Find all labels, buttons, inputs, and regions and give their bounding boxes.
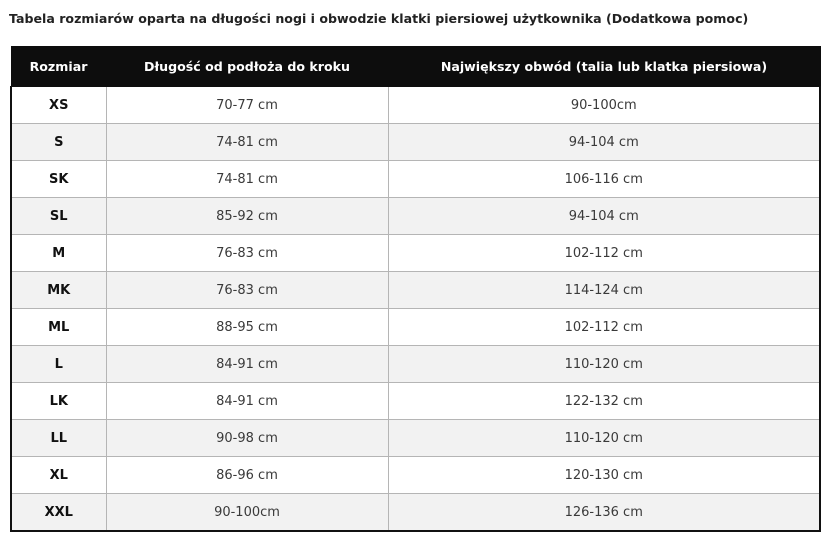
cell-size: SL <box>11 198 106 235</box>
cell-inseam: 85-92 cm <box>106 198 388 235</box>
cell-girth: 102-112 cm <box>388 309 820 346</box>
cell-inseam: 74-81 cm <box>106 161 388 198</box>
cell-girth: 110-120 cm <box>388 346 820 383</box>
table-row <box>11 161 820 198</box>
table-row <box>11 420 820 457</box>
cell-girth: 102-112 cm <box>388 235 820 272</box>
cell-inseam: 88-95 cm <box>106 309 388 346</box>
cell-inseam: 70-77 cm <box>106 87 388 124</box>
page-title: Tabela rozmiarów oparta na długości nogi i obwodzie klatki piersiowej użytkownika (Dodatkowa pomoc) <box>9 11 749 26</box>
cell-size: L <box>11 346 106 383</box>
table-row <box>11 87 820 124</box>
cell-size: LL <box>11 420 106 457</box>
cell-size: XXL <box>11 494 106 532</box>
cell-inseam: 76-83 cm <box>106 272 388 309</box>
table-row <box>11 235 820 272</box>
cell-girth: 120-130 cm <box>388 457 820 494</box>
cell-size: XL <box>11 457 106 494</box>
cell-girth: 90-100cm <box>388 87 820 124</box>
table-header-row <box>11 47 820 87</box>
cell-girth: 114-124 cm <box>388 272 820 309</box>
table-row <box>11 346 820 383</box>
cell-girth: 126-136 cm <box>388 494 820 532</box>
cell-size: ML <box>11 309 106 346</box>
table-row <box>11 272 820 309</box>
cell-size: S <box>11 124 106 161</box>
table-row <box>11 124 820 161</box>
cell-girth: 106-116 cm <box>388 161 820 198</box>
size-chart-table <box>10 46 821 532</box>
cell-size: M <box>11 235 106 272</box>
cell-girth: 94-104 cm <box>388 198 820 235</box>
cell-girth: 94-104 cm <box>388 124 820 161</box>
cell-inseam: 76-83 cm <box>106 235 388 272</box>
cell-inseam: 74-81 cm <box>106 124 388 161</box>
cell-size: MK <box>11 272 106 309</box>
table-row <box>11 198 820 235</box>
cell-inseam: 90-100cm <box>106 494 388 532</box>
column-header-size: Rozmiar <box>11 47 106 87</box>
cell-inseam: 86-96 cm <box>106 457 388 494</box>
cell-inseam: 90-98 cm <box>106 420 388 457</box>
cell-inseam: 84-91 cm <box>106 383 388 420</box>
column-header-inseam: Długość od podłoża do kroku <box>106 47 388 87</box>
cell-size: XS <box>11 87 106 124</box>
cell-girth: 110-120 cm <box>388 420 820 457</box>
column-header-girth: Największy obwód (talia lub klatka piersiowa) <box>388 47 820 87</box>
cell-girth: 122-132 cm <box>388 383 820 420</box>
table-row <box>11 383 820 420</box>
cell-size: SK <box>11 161 106 198</box>
table-row <box>11 494 820 532</box>
cell-size: LK <box>11 383 106 420</box>
cell-inseam: 84-91 cm <box>106 346 388 383</box>
table-row <box>11 309 820 346</box>
table-row <box>11 457 820 494</box>
